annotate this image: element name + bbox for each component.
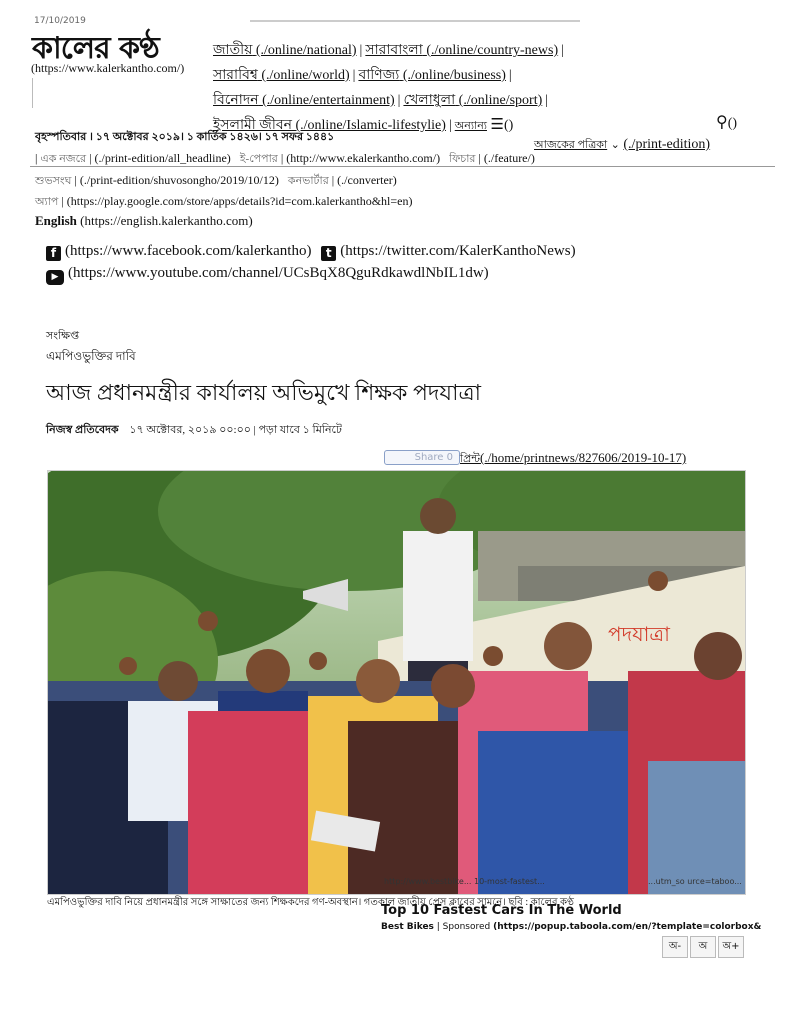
links-row-2: শুভসংঘ | (./print-edition/shuvosongho/2019/10/12) কনভার্টার | (./converter) <box>35 173 397 187</box>
nav-item-sport[interactable]: খেলাধুলা (./online/sport) <box>403 93 543 108</box>
twitter-icon[interactable]: t <box>321 246 336 261</box>
logo-divider <box>32 78 33 108</box>
article-photo <box>47 470 746 895</box>
links-row-3: অ্যাপ | (https://play.google.com/store/apps/details?id=com.kalerkantho&hl=en) <box>35 194 413 208</box>
protest-banner-text: পদযাত্রা <box>608 622 670 646</box>
link-app-url[interactable]: (https://play.google.com/store/apps/details?id=com.kalerkantho&hl=en) <box>66 194 413 208</box>
youtube-link[interactable]: (https://www.youtube.com/channel/UCsBqX8QguRdkawdlNbIL1dw) <box>68 265 489 281</box>
logo-url-link[interactable]: (https://www.kalerkantho.com/) <box>31 61 185 75</box>
nav-item-business[interactable]: বাণিজ্য (./online/business) <box>358 68 506 83</box>
photo-overlay-link-left[interactable]: http://www.bestbike... 10-most-fastest... <box>384 877 545 886</box>
print-link[interactable]: প্রিন্ট(./home/printnews/827606/2019-10-17) <box>460 450 687 465</box>
link-feature[interactable]: ফিচার <box>449 153 476 165</box>
font-increase-button[interactable]: অ+ <box>718 936 744 958</box>
date-line: বৃহস্পতিবার । ১৭ অক্টোবর ২০১৯। ১ কার্তিক ১৪২৬। ১৭ সফর ১৪৪১ <box>35 131 335 143</box>
twitter-link[interactable]: (https://twitter.com/KalerKanthoNews) <box>340 243 576 259</box>
nav-row-1: জাতীয় (./online/national) | সারাবাংলা (./online/country-news) | <box>213 43 564 58</box>
article-section: সংক্ষিপ্ত <box>46 330 80 342</box>
social-row-1 <box>46 243 576 261</box>
nav-item-country-news[interactable]: সারাবাংলা (./online/country-news) <box>365 43 559 58</box>
chevron-down-icon: ⌄ <box>610 138 620 151</box>
print-edition-link[interactable]: আজকের পত্রিকা ⌄ (./print-edition) <box>534 137 711 152</box>
sponsored-tag: Sponsored <box>442 922 491 932</box>
site-logo[interactable]: কালের কণ্ঠ <box>32 31 159 66</box>
nav-row-4: ইসলামী জীবন (./online/Islamic-lifestylie) | অন্যান্য ☰() <box>213 115 514 133</box>
link-shubhosongho[interactable]: শুভসংঘ <box>35 175 72 187</box>
search-button[interactable]: ⚲() <box>716 112 738 131</box>
youtube-icon[interactable]: ▶ <box>46 270 64 285</box>
byline: নিজস্ব প্রতিবেদক <box>46 424 119 436</box>
photo-caption: এমপিওভুক্তির দাবি নিয়ে প্রধানমন্ত্রীর সঙ্গে সাক্ষাতের জন্য শিক্ষকদের গণ-অবস্থান। গতকাল জাতীয় প্রেস ক্লাবের সামনে। ছবি : কালের কণ্ঠ <box>47 897 574 908</box>
facebook-icon[interactable]: f <box>46 246 61 261</box>
top-date: 17/10/2019 <box>34 16 86 26</box>
nav-row-2: সারাবিশ্ব (./online/world) | বাণিজ্য (./online/business) | <box>213 68 512 83</box>
link-converter-url[interactable]: (./converter) <box>337 173 397 187</box>
link-epaper[interactable]: ই-পেপার <box>239 153 278 165</box>
link-converter[interactable]: কনভার্টার <box>287 175 329 187</box>
nav-item-others[interactable]: অন্যান্য <box>454 120 487 132</box>
article-timestamp: ১৭ অক্টোবর, ২০১৯ ০০:০০ <box>129 424 251 436</box>
share-button[interactable]: Share 0 <box>384 450 460 465</box>
read-time: পড়া যাবে ১ মিনিটে <box>258 424 342 436</box>
link-ek-nojore[interactable]: এক নজরে <box>40 153 87 165</box>
nav-item-islamic-lifestyle[interactable]: ইসলামী জীবন (./online/Islamic-lifestylie) <box>213 118 446 133</box>
nav-row-3: বিনোদন (./online/entertainment) | খেলাধুলা (./online/sport) | <box>213 93 549 108</box>
page-title: আজ প্রধানমন্ত্রীর কার্যালয় অভিমুখে শিক্ষক পদযাত্রা <box>46 380 482 405</box>
sponsored-meta: Best Bikes | Sponsored (https://popup.taboola.com/en/?template=colorbox& <box>381 922 762 932</box>
search-icon: ⚲ <box>716 112 728 131</box>
link-epaper-url[interactable]: (http://www.ekalerkantho.com/) <box>286 151 441 165</box>
photo-overlay-link-right[interactable]: ...utm_so urce=taboo... <box>648 877 742 886</box>
sponsored-url[interactable]: (https://popup.taboola.com/en/?template=colorbox& <box>493 922 762 932</box>
nav-item-national[interactable]: জাতীয় (./online/national) <box>213 43 357 58</box>
link-app[interactable]: অ্যাপ <box>35 196 59 208</box>
font-decrease-button[interactable]: অ- <box>662 936 688 958</box>
menu-icon[interactable]: ☰ <box>490 115 504 133</box>
nav-item-entertainment[interactable]: বিনোদন (./online/entertainment) <box>213 93 395 108</box>
link-feature-url[interactable]: (./feature/) <box>483 151 535 165</box>
header-rule <box>250 20 580 22</box>
facebook-link[interactable]: (https://www.facebook.com/kalerkantho) <box>65 243 312 259</box>
sponsored-source[interactable]: Best Bikes <box>381 922 434 932</box>
nav-item-world[interactable]: সারাবিশ্ব (./online/world) <box>213 68 350 83</box>
article-kicker: এমপিওভুক্তির দাবি <box>46 349 136 363</box>
social-row-2 <box>46 265 489 285</box>
byline-row: নিজস্ব প্রতিবেদক ১৭ অক্টোবর, ২০১৯ ০০:০০ | পড়া যাবে ১ মিনিটে <box>46 424 342 436</box>
font-reset-button[interactable]: অ <box>690 936 716 958</box>
links-row-1: | এক নজরে | (./print-edition/all_headline) ই-পেপার | (http://www.ekalerkantho.com/) ফিচার | (./feature/) <box>35 151 535 165</box>
link-ek-nojore-url[interactable]: (./print-edition/all_headline) <box>94 151 231 165</box>
english-link[interactable]: English (https://english.kalerkantho.com) <box>35 213 253 228</box>
sponsored-title[interactable]: Top 10 Fastest Cars In The World <box>381 903 622 918</box>
link-shubhosongho-url[interactable]: (./print-edition/shuvosongho/2019/10/12) <box>79 173 279 187</box>
